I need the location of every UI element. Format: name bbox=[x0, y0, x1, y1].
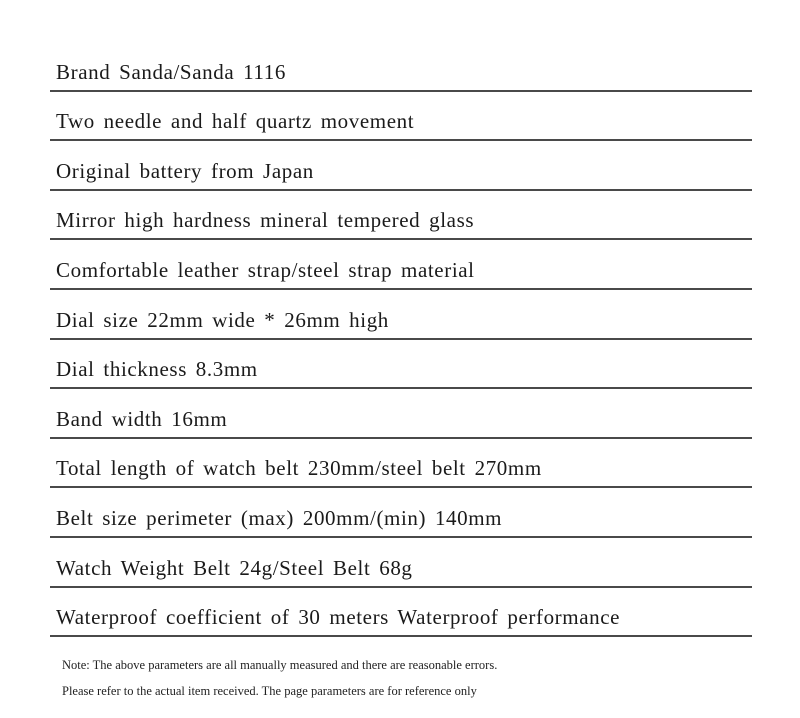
spec-text: Dial size 22mm wide * 26mm high bbox=[56, 307, 389, 332]
spec-text: Waterproof coefficient of 30 meters Waterproof performance bbox=[56, 605, 621, 630]
spec-row-belt-length bbox=[50, 439, 752, 489]
spec-text: Mirror high hardness mineral tempered glass bbox=[56, 208, 475, 233]
spec-row-weight bbox=[50, 538, 752, 588]
spec-text: Total length of watch belt 230mm/steel belt 270mm bbox=[56, 456, 542, 481]
spec-text: Belt size perimeter (max) 200mm/(min) 140mm bbox=[56, 505, 503, 530]
spec-list bbox=[50, 42, 752, 637]
spec-row-belt-perimeter bbox=[50, 488, 752, 538]
spec-row-dial-size bbox=[50, 290, 752, 340]
note-line-1: Note: The above parameters are all manually measured and there are reasonable errors. bbox=[62, 658, 498, 672]
spec-row-dial-thickness bbox=[50, 340, 752, 390]
spec-row-waterproof bbox=[50, 588, 752, 638]
spec-text: Watch Weight Belt 24g/Steel Belt 68g bbox=[56, 555, 413, 580]
spec-row-battery bbox=[50, 141, 752, 191]
note-line-2: Please refer to the actual item received. The page parameters are for reference only bbox=[62, 684, 477, 698]
spec-text: Band width 16mm bbox=[56, 406, 228, 431]
spec-text: Dial thickness 8.3mm bbox=[56, 357, 258, 382]
spec-text: Brand Sanda/Sanda 1116 bbox=[56, 59, 286, 84]
spec-row-glass bbox=[50, 191, 752, 241]
spec-text: Original battery from Japan bbox=[56, 158, 314, 183]
spec-row-movement bbox=[50, 92, 752, 142]
spec-text: Comfortable leather strap/steel strap material bbox=[56, 257, 475, 282]
notes bbox=[62, 652, 497, 704]
spec-row-band-width bbox=[50, 389, 752, 439]
spec-row-strap bbox=[50, 240, 752, 290]
spec-row-brand bbox=[50, 42, 752, 92]
spec-text: Two needle and half quartz movement bbox=[56, 109, 415, 134]
